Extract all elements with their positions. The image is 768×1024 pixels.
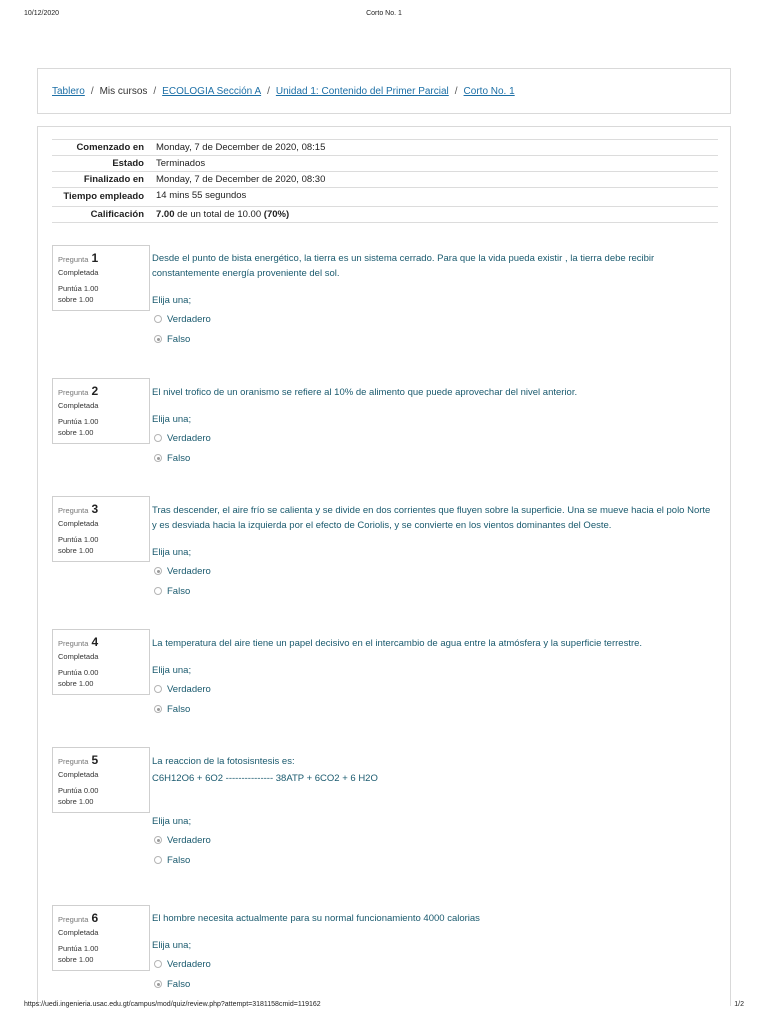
question-mark: Puntúa 0.00 <box>58 786 99 795</box>
question-info-box <box>52 496 150 562</box>
summary-label: Tiempo empleado <box>52 188 150 207</box>
print-page-number: 1/2 <box>734 1001 744 1008</box>
question-state: Completada <box>58 268 99 277</box>
question-label: Pregunta <box>58 639 89 648</box>
question-state: Completada <box>58 519 99 528</box>
radio-button[interactable] <box>154 836 162 844</box>
question-label: Pregunta <box>58 388 89 397</box>
answer-option[interactable] <box>152 977 712 991</box>
question-mark: Puntúa 1.00 <box>58 944 99 953</box>
breadcrumb-link-unit[interactable]: Unidad 1: Contenido del Primer Parcial <box>275 86 449 97</box>
question-content <box>152 251 712 346</box>
answer-option-label: Verdadero <box>167 834 211 846</box>
question-content <box>152 385 712 465</box>
answer-option-label: Falso <box>167 585 191 597</box>
question-state: Completada <box>58 928 99 937</box>
summary-value: 14 mins 55 segundos <box>150 188 718 207</box>
breadcrumb-link-course[interactable]: ECOLOGIA Sección A <box>162 86 262 97</box>
question-info-box <box>52 747 150 813</box>
answer-option[interactable] <box>152 682 712 696</box>
answer-option-label: Verdadero <box>167 313 211 325</box>
question-label: Pregunta <box>58 915 89 924</box>
question-content <box>152 503 712 598</box>
summary-row-grade <box>52 206 718 222</box>
question-grade <box>58 943 144 966</box>
radio-button[interactable] <box>154 315 162 323</box>
grade-text: de un total de 10.00 <box>174 208 264 220</box>
question-number <box>58 753 144 767</box>
question-max-mark: sobre 1.00 <box>58 428 94 438</box>
question-grade <box>58 416 144 439</box>
breadcrumb-link-tablero[interactable]: Tablero <box>52 86 85 97</box>
question-info-box <box>52 629 150 695</box>
question-max-mark: sobre 1.00 <box>58 797 94 807</box>
question-info-box <box>52 905 150 971</box>
summary-label: Calificación <box>52 206 150 222</box>
answer-option[interactable] <box>152 957 712 971</box>
answer-option-label: Verdadero <box>167 565 211 577</box>
print-title: Corto No. 1 <box>366 10 402 17</box>
question-number <box>58 635 144 649</box>
question-max-mark: sobre 1.00 <box>58 679 94 689</box>
summary-label: Comenzado en <box>52 140 150 156</box>
breadcrumb <box>52 86 515 97</box>
summary-value <box>150 206 718 222</box>
question-number-value: 5 <box>91 753 99 767</box>
radio-button[interactable] <box>154 335 162 343</box>
attempt-summary-table <box>52 139 718 223</box>
question-mark: Puntúa 0.00 <box>58 668 99 677</box>
summary-value: Monday, 7 de December de 2020, 08:30 <box>150 172 718 188</box>
summary-label: Estado <box>52 156 150 172</box>
question-content <box>152 636 712 716</box>
answer-option[interactable] <box>152 312 712 326</box>
radio-button[interactable] <box>154 454 162 462</box>
breadcrumb-item-mis-cursos: Mis cursos <box>99 86 148 97</box>
print-url: https://uedi.ingenieria.usac.edu.gt/campus/mod/quiz/review.php?attempt=3181158cmid=119162 <box>24 1001 321 1008</box>
answer-option-label: Falso <box>167 333 191 345</box>
print-date: 10/12/2020 <box>24 10 60 17</box>
question-grade <box>58 785 144 808</box>
question-number <box>58 384 144 398</box>
question-number-value: 1 <box>91 251 99 265</box>
answer-option[interactable] <box>152 853 712 867</box>
question-info-box <box>52 378 150 444</box>
question-max-mark: sobre 1.00 <box>58 295 94 305</box>
question-max-mark: sobre 1.00 <box>58 955 94 965</box>
summary-row-finished <box>52 172 718 188</box>
answer-option[interactable] <box>152 702 712 716</box>
radio-button[interactable] <box>154 567 162 575</box>
breadcrumb-container <box>37 68 731 114</box>
question-number-value: 4 <box>91 635 99 649</box>
question-grade <box>58 534 144 557</box>
breadcrumb-separator: / <box>454 86 458 97</box>
radio-button[interactable] <box>154 856 162 864</box>
radio-button[interactable] <box>154 434 162 442</box>
answer-option[interactable] <box>152 833 712 847</box>
summary-label: Finalizado en <box>52 172 150 188</box>
answer-option[interactable] <box>152 451 712 465</box>
answer-prompt: Elija una; <box>152 295 192 307</box>
summary-row-time <box>52 188 718 207</box>
question-text: Tras descender, el aire frío se calienta y se divide en dos corrientes que fluyen sobre la superficie. Una se mueve hacia el polo Norte y es desviada hacia la izquierda por el efecto de Coriolis, y se convierte en los vientos dominantes del Oeste. <box>152 505 711 532</box>
question-label: Pregunta <box>58 255 89 264</box>
answer-option-label: Verdadero <box>167 432 211 444</box>
answer-prompt: Elija una; <box>152 547 192 559</box>
radio-button[interactable] <box>154 960 162 968</box>
radio-button[interactable] <box>154 705 162 713</box>
question-number <box>58 911 144 925</box>
answer-option[interactable] <box>152 431 712 445</box>
question-content <box>152 754 712 867</box>
radio-button[interactable] <box>154 587 162 595</box>
question-text: Desde el punto de bista energético, la tierra es un sistema cerrado. Para que la vida pueda existir , la tierra debe recibir constantemente energía proveniente del sol. <box>152 253 655 280</box>
summary-row-started <box>52 140 718 156</box>
print-header <box>24 10 744 22</box>
question-grade <box>58 283 144 306</box>
breadcrumb-separator: / <box>267 86 270 97</box>
question-max-mark: sobre 1.00 <box>58 546 94 556</box>
quiz-review-region <box>37 126 731 1006</box>
question-info-box <box>52 245 150 311</box>
answer-prompt: Elija una; <box>152 665 192 677</box>
grade-percentage: (70%) <box>263 208 290 220</box>
answer-option[interactable] <box>152 564 712 578</box>
question-label: Pregunta <box>58 757 89 766</box>
question-number-value: 2 <box>91 384 99 398</box>
question-state: Completada <box>58 770 99 779</box>
radio-button[interactable] <box>154 980 162 988</box>
answer-option-label: Falso <box>167 854 191 866</box>
breadcrumb-link-quiz[interactable]: Corto No. 1 <box>463 86 515 97</box>
question-number <box>58 251 144 265</box>
question-formula: C6H12O6 + 6O2 --------------- 38ATP + 6CO2 + 6 H2O <box>152 773 378 785</box>
question-state: Completada <box>58 401 99 410</box>
summary-value: Monday, 7 de December de 2020, 08:15 <box>150 140 718 156</box>
summary-row-state <box>52 156 718 172</box>
answer-option[interactable] <box>152 332 712 346</box>
question-content <box>152 911 712 991</box>
question-number-value: 3 <box>91 502 99 516</box>
answer-prompt: Elija una; <box>152 816 192 828</box>
answer-option-label: Falso <box>167 978 191 990</box>
question-number <box>58 502 144 516</box>
question-text: El hombre necesita actualmente para su normal funcionamiento 4000 calorias <box>152 913 480 924</box>
answer-option-label: Falso <box>167 452 191 464</box>
question-mark: Puntúa 1.00 <box>58 417 99 426</box>
print-footer <box>24 1001 744 1013</box>
grade-score: 7.00 <box>156 208 175 220</box>
radio-button[interactable] <box>154 685 162 693</box>
summary-value: Terminados <box>150 156 718 172</box>
question-label: Pregunta <box>58 506 89 515</box>
question-text: La reaccion de la fotosisntesis es: <box>152 756 295 767</box>
question-grade <box>58 667 144 690</box>
answer-prompt: Elija una; <box>152 414 192 426</box>
breadcrumb-separator: / <box>153 86 157 97</box>
question-mark: Puntúa 1.00 <box>58 284 99 293</box>
answer-prompt: Elija una; <box>152 940 192 952</box>
answer-option-label: Falso <box>167 703 191 715</box>
question-state: Completada <box>58 652 99 661</box>
question-number-value: 6 <box>91 911 99 925</box>
answer-option[interactable] <box>152 584 712 598</box>
answer-option-label: Verdadero <box>167 958 211 970</box>
answer-option-label: Verdadero <box>167 683 211 695</box>
question-text: El nivel trofico de un oranismo se refiere al 10% de alimento que puede aprovechar del nivel anterior. <box>152 387 578 398</box>
question-mark: Puntúa 1.00 <box>58 535 99 544</box>
question-text: La temperatura del aire tiene un papel decisivo en el intercambio de agua entre la atmósfera y la superficie terrestre. <box>152 638 643 649</box>
breadcrumb-separator: / <box>90 86 94 97</box>
